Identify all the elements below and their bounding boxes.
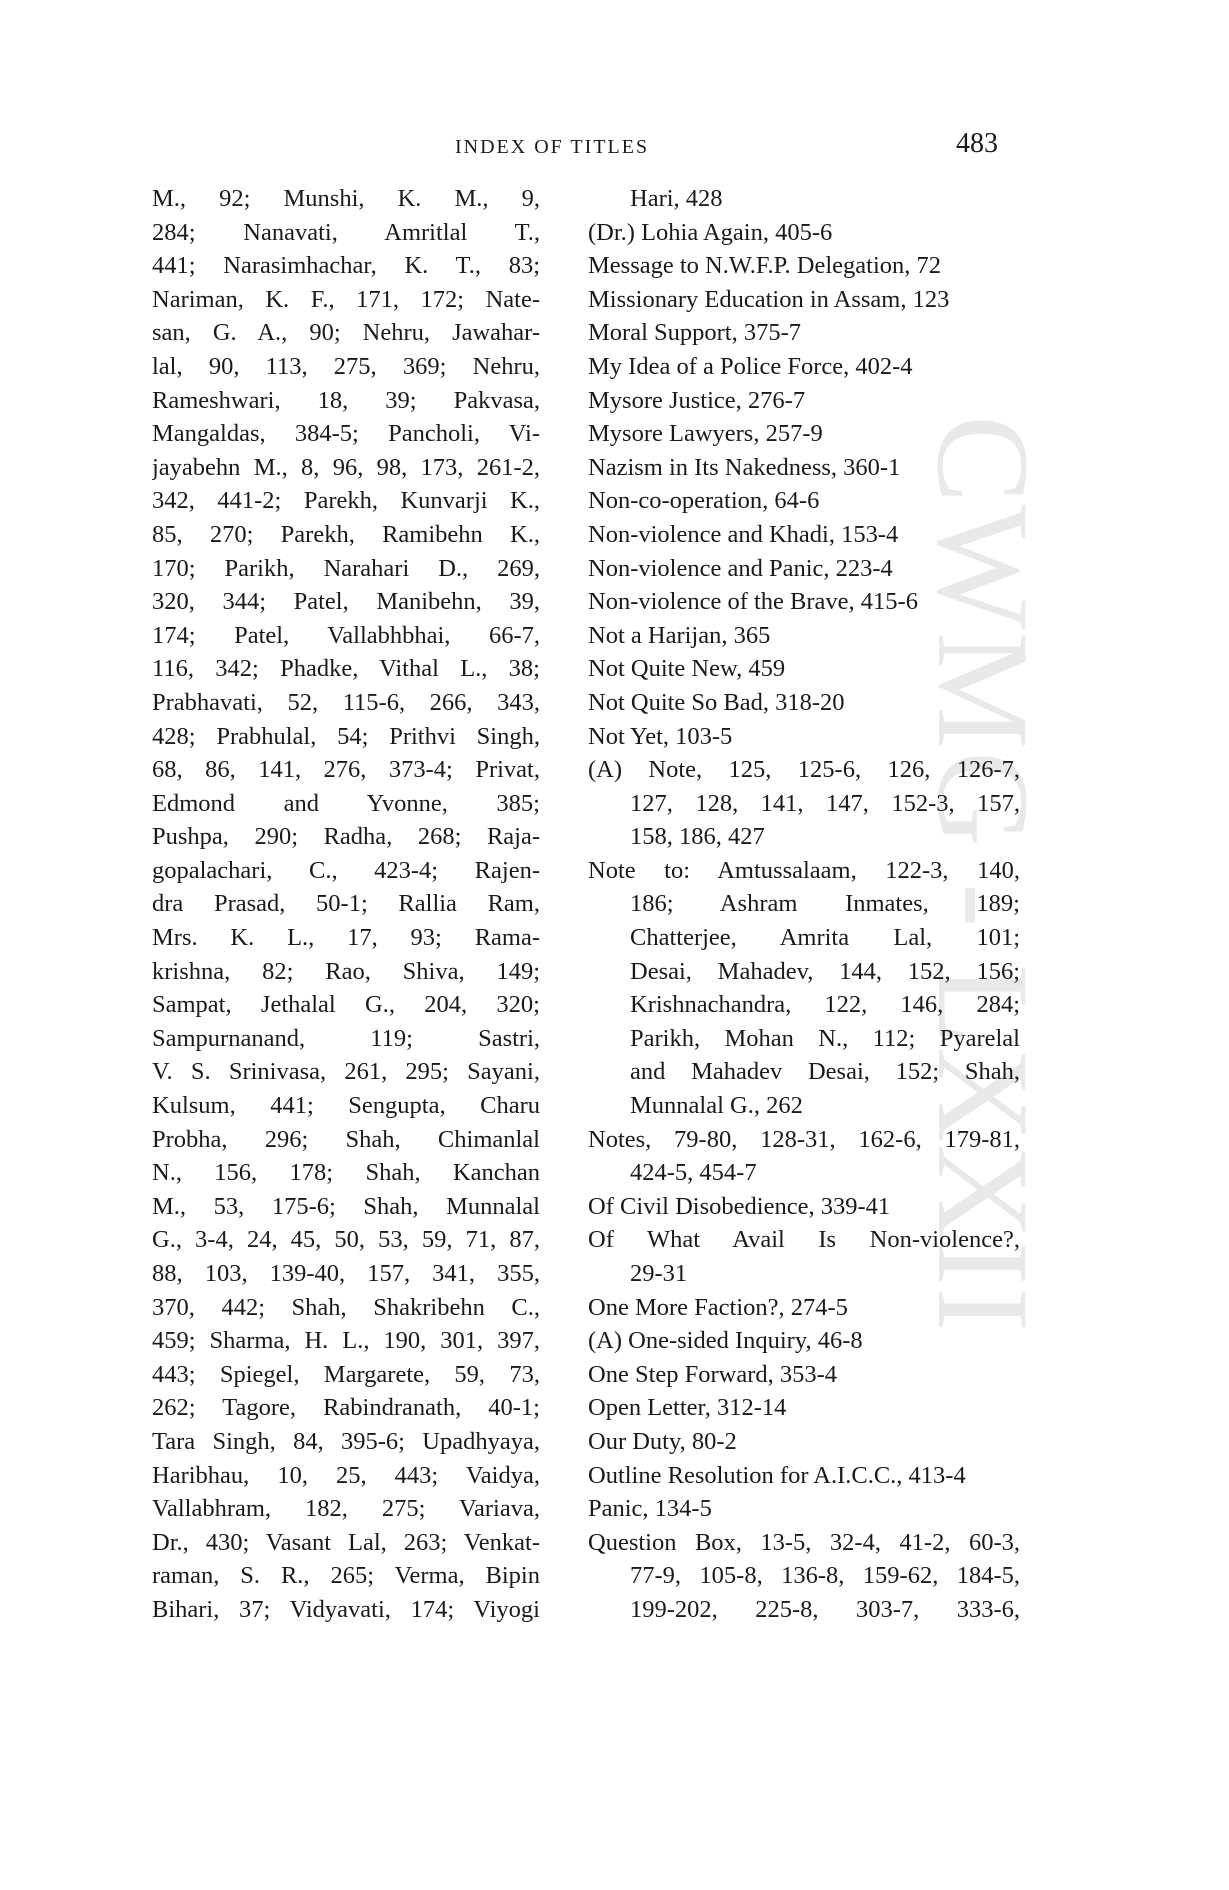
index-entry: Of What Avail Is Non-violence?,: [588, 1226, 1020, 1254]
index-line: 174; Patel, Vallabhbhai, 66-7,: [152, 621, 540, 649]
index-entry: Note to: Amtussalaam, 122-3, 140,: [588, 856, 1020, 884]
index-entry: (A) One-sided Inquiry, 46-8: [588, 1327, 863, 1355]
index-line: jayabehn M., 8, 96, 98, 173, 261-2,: [152, 453, 540, 481]
index-line: Nariman, K. F., 171, 172; Nate-: [152, 285, 540, 313]
index-line: 284; Nanavati, Amritlal T.,: [152, 218, 540, 246]
index-line: Vallabhram, 182, 275; Variava,: [152, 1495, 540, 1523]
index-line: 443; Spiegel, Margarete, 59, 73,: [152, 1360, 540, 1388]
index-entry: Not a Harijan, 365: [588, 621, 771, 649]
index-entry: 127, 128, 141, 147, 152-3, 157,: [630, 789, 1020, 817]
index-line: 459; Sharma, H. L., 190, 301, 397,: [152, 1327, 540, 1355]
index-line: M., 92; Munshi, K. M., 9,: [152, 185, 540, 212]
index-line: Bihari, 37; Vidyavati, 174; Viyogi: [152, 1595, 540, 1623]
index-line: 320, 344; Patel, Manibehn, 39,: [152, 588, 540, 616]
watermark-text: CWMG - LXXII: [910, 415, 1057, 1334]
index-line: N., 156, 178; Shah, Kanchan: [152, 1159, 540, 1187]
index-entry: Nazism in Its Nakedness, 360-1: [588, 453, 901, 481]
index-entry: Message to N.W.F.P. Delegation, 72: [588, 252, 942, 280]
index-entry: Desai, Mahadev, 144, 152, 156;: [630, 957, 1020, 985]
index-entry: One Step Forward, 353-4: [588, 1360, 838, 1388]
index-entry: Question Box, 13-5, 32-4, 41-2, 60-3,: [588, 1528, 1020, 1556]
index-entry: Parikh, Mohan N., 112; Pyarelal: [630, 1024, 1020, 1052]
index-entry: (A) Note, 125, 125-6, 126, 126-7,: [588, 756, 1020, 784]
index-entry: Missionary Education in Assam, 123: [588, 285, 950, 313]
index-entry: Mysore Lawyers, 257-9: [588, 420, 823, 448]
index-line: 262; Tagore, Rabindranath, 40-1;: [152, 1394, 540, 1422]
index-entry: Mysore Justice, 276-7: [588, 386, 806, 414]
index-line: 428; Prabhulal, 54; Prithvi Singh,: [152, 722, 540, 750]
index-line: Edmond and Yvonne, 385;: [152, 789, 540, 817]
index-line: 116, 342; Phadke, Vithal L., 38;: [152, 655, 540, 683]
index-entry: Munnalal G., 262: [630, 1092, 803, 1120]
index-line: Sampurnanand, 119; Sastri,: [152, 1024, 540, 1052]
index-entry: 424-5, 454-7: [630, 1159, 757, 1187]
index-entry: Open Letter, 312-14: [588, 1394, 787, 1422]
index-line: Pushpa, 290; Radha, 268; Raja-: [152, 823, 540, 851]
index-entry: and Mahadev Desai, 152; Shah,: [630, 1058, 1020, 1086]
index-line: Haribhau, 10, 25, 443; Vaidya,: [152, 1461, 540, 1489]
index-line: raman, S. R., 265; Verma, Bipin: [152, 1562, 540, 1590]
running-title: INDEX OF TITLES: [455, 136, 650, 158]
index-column-right: [588, 182, 1020, 1627]
index-line: 441; Narasimhachar, K. T., 83;: [152, 252, 540, 280]
index-entry: Non-co-operation, 64-6: [588, 487, 820, 515]
index-line: Mrs. K. L., 17, 93; Rama-: [152, 924, 540, 952]
index-line: dra Prasad, 50-1; Rallia Ram,: [152, 890, 540, 918]
index-line: 370, 442; Shah, Shakribehn C.,: [152, 1293, 540, 1321]
index-line: 68, 86, 141, 276, 373-4; Privat,: [152, 756, 540, 784]
index-line: gopalachari, C., 423-4; Rajen-: [152, 856, 540, 884]
page-number: 483: [956, 128, 998, 159]
index-entry: Non-violence and Khadi, 153-4: [588, 520, 899, 548]
index-line: Prabhavati, 52, 115-6, 266, 343,: [152, 688, 540, 716]
index-entry: Notes, 79-80, 128-31, 162-6, 179-81,: [588, 1125, 1020, 1153]
index-entry: (Dr.) Lohia Again, 405-6: [588, 218, 833, 246]
index-entry: 199-202, 225-8, 303-7, 333-6,: [630, 1595, 1020, 1623]
index-line: V. S. Srinivasa, 261, 295; Sayani,: [152, 1058, 540, 1086]
index-entry: Non-violence of the Brave, 415-6: [588, 588, 918, 616]
index-column-left: [152, 182, 540, 1627]
index-entry: 158, 186, 427: [630, 823, 765, 851]
index-entry: Krishnachandra, 122, 146, 284;: [630, 991, 1020, 1019]
watermark: [910, 415, 1061, 1334]
index-entry: Not Quite New, 459: [588, 655, 786, 683]
index-line: G., 3-4, 24, 45, 50, 53, 59, 71, 87,: [152, 1226, 540, 1254]
index-line: san, G. A., 90; Nehru, Jawahar-: [152, 319, 540, 347]
index-line: M., 53, 175-6; Shah, Munnalal: [152, 1192, 540, 1220]
index-line: 342, 441-2; Parekh, Kunvarji K.,: [152, 487, 540, 515]
index-line: Tara Singh, 84, 395-6; Upadhyaya,: [152, 1427, 540, 1455]
index-line: Mangaldas, 384-5; Pancholi, Vi-: [152, 420, 540, 448]
index-entry: Outline Resolution for A.I.C.C., 413-4: [588, 1461, 966, 1489]
index-entry: Our Duty, 80-2: [588, 1427, 737, 1455]
index-entry: Chatterjee, Amrita Lal, 101;: [630, 924, 1020, 952]
index-line: lal, 90, 113, 275, 369; Nehru,: [152, 352, 540, 380]
index-line: Sampat, Jethalal G., 204, 320;: [152, 991, 540, 1019]
index-entry: Of Civil Disobedience, 339-41: [588, 1192, 891, 1220]
index-line: Probha, 296; Shah, Chimanlal: [152, 1125, 540, 1153]
index-entry: Not Quite So Bad, 318-20: [588, 688, 845, 716]
index-line: krishna, 82; Rao, Shiva, 149;: [152, 957, 540, 985]
index-entry: Hari, 428: [630, 185, 723, 212]
index-line: 88, 103, 139-40, 157, 341, 355,: [152, 1260, 540, 1287]
index-entry: My Idea of a Police Force, 402-4: [588, 352, 913, 380]
index-line: 170; Parikh, Narahari D., 269,: [152, 554, 540, 582]
index-entry: 186; Ashram Inmates, 189;: [630, 890, 1020, 918]
index-entry: Panic, 134-5: [588, 1495, 712, 1523]
index-entry: One More Faction?, 274-5: [588, 1293, 848, 1321]
index-entry: 77-9, 105-8, 136-8, 159-62, 184-5,: [630, 1562, 1020, 1590]
index-line: Dr., 430; Vasant Lal, 263; Venkat-: [152, 1528, 540, 1556]
index-entry: Moral Support, 375-7: [588, 319, 801, 347]
index-entry: Not Yet, 103-5: [588, 722, 733, 750]
index-line: Kulsum, 441; Sengupta, Charu: [152, 1092, 540, 1120]
index-entry: 29-31: [630, 1260, 688, 1287]
index-entry: Non-violence and Panic, 223-4: [588, 554, 893, 582]
index-line: 85, 270; Parekh, Ramibehn K.,: [152, 520, 540, 548]
index-line: Rameshwari, 18, 39; Pakvasa,: [152, 386, 540, 414]
